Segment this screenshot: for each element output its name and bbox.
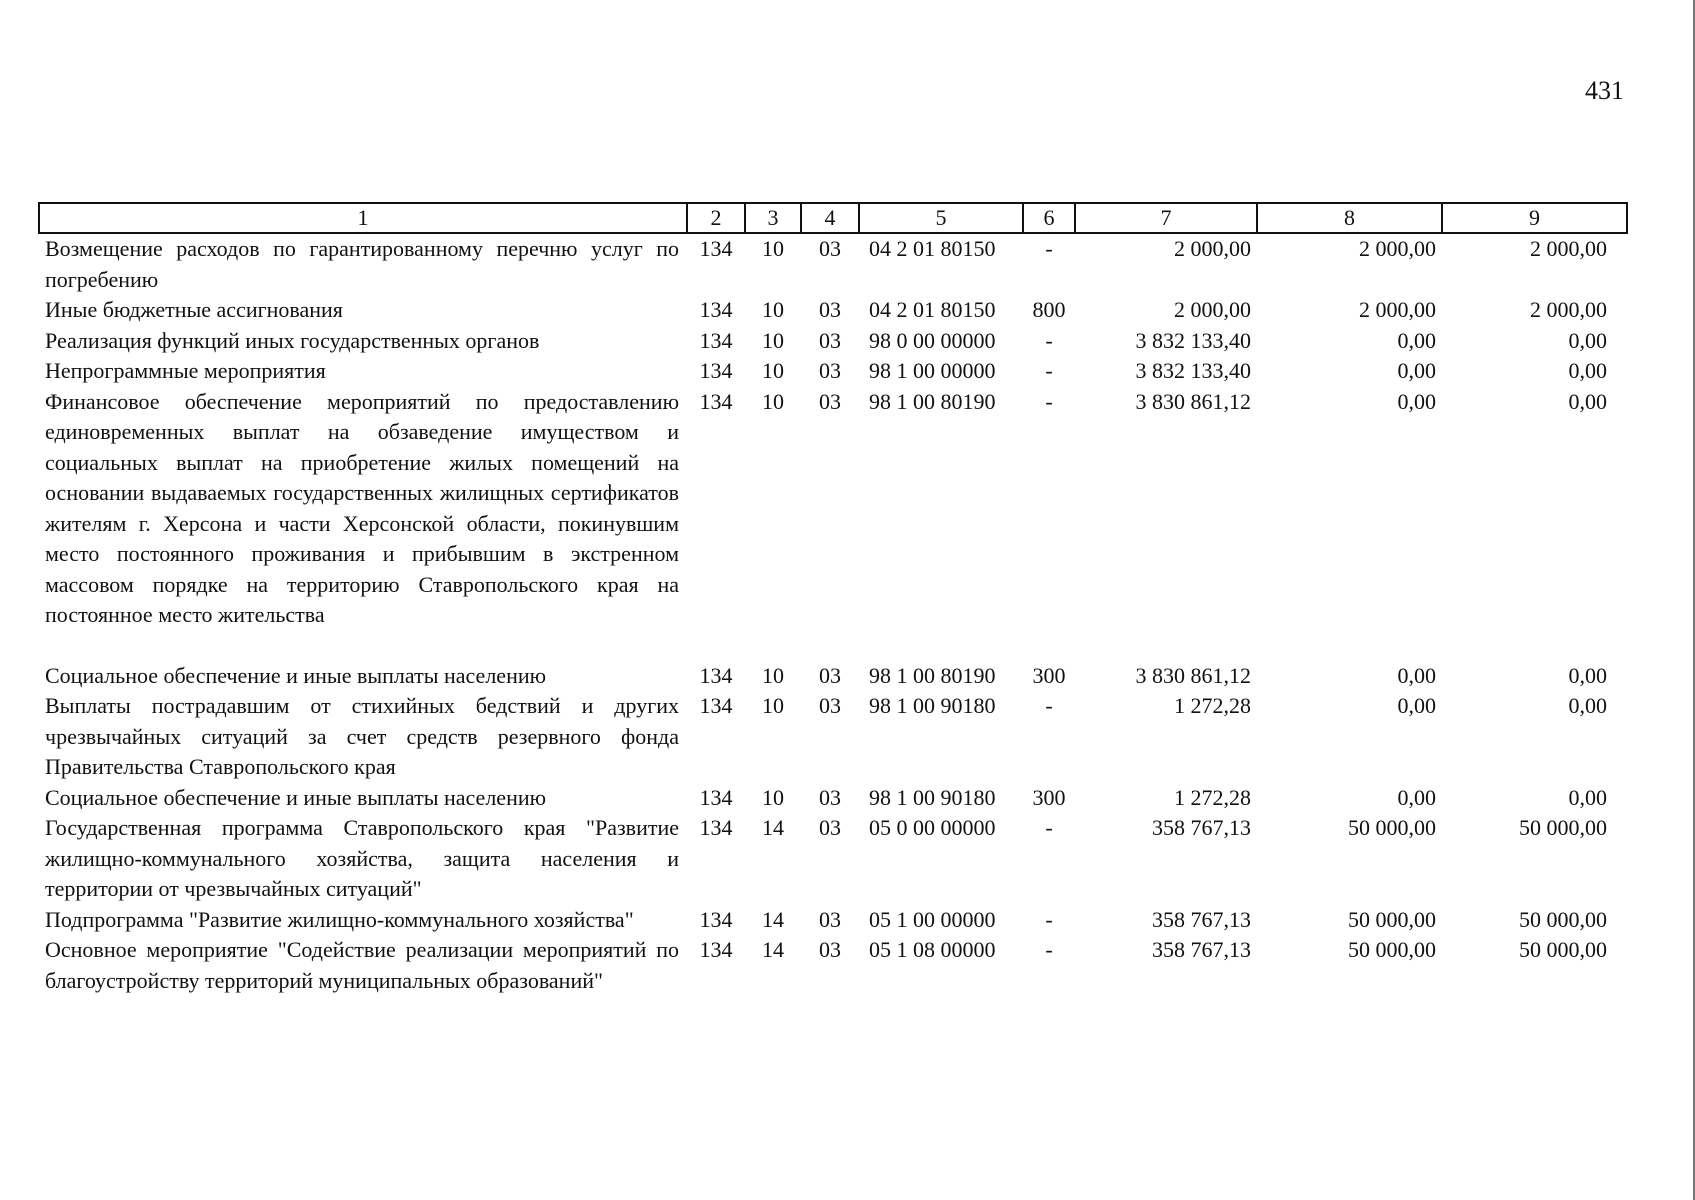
cell-subsection: 03 [819, 815, 841, 840]
cell-subsection: 03 [819, 693, 841, 718]
column-header: 6 [1023, 203, 1075, 233]
cell-expense-type: - [1045, 906, 1053, 932]
cell-expense-type: - [1045, 388, 1053, 414]
cell-section: 10 [762, 297, 784, 322]
column-header: 4 [801, 203, 859, 233]
table-row [39, 905, 1627, 936]
column-header: 9 [1442, 203, 1627, 233]
cell-amount-9: 50 000,00 [1519, 937, 1607, 962]
cell-target-code: 98 1 00 90180 [869, 693, 996, 718]
cell-admin-code: 134 [699, 297, 733, 322]
row-name: Финансовое обеспечение мероприятий по предоставлению единовременных выплат на обзаведение имуществом и социальных выплат на приобретение жилых помещений на основании выдаваемых государственных жилищных сертификатов жителям г. Херсона и части Херсонской области, покинувшим место постоянного проживания и прибывшим в экстренном массовом порядке на территорию Ставропольского края на постоянное место жительства [45, 388, 679, 627]
cell-target-code: 05 1 08 00000 [869, 937, 996, 962]
cell-amount-9: 0,00 [1568, 784, 1607, 810]
cell-amount-9: 50 000,00 [1519, 906, 1607, 932]
cell-expense-type: - [1045, 358, 1053, 383]
cell-amount-7: 2 000,00 [1174, 297, 1251, 322]
table-row [39, 783, 1627, 814]
cell-target-code: 05 0 00 00000 [869, 815, 996, 840]
cell-amount-9: 0,00 [1568, 358, 1607, 383]
cell-admin-code: 134 [699, 388, 733, 414]
cell-amount-7: 1 272,28 [1174, 784, 1251, 810]
spacer-row [39, 631, 1627, 661]
cell-amount-7: 358 767,13 [1152, 906, 1251, 932]
row-name: Подпрограмма "Развитие жилищно-коммунального хозяйства" [45, 906, 634, 932]
row-name: Непрограммные мероприятия [45, 358, 326, 383]
cell-subsection: 03 [819, 784, 841, 810]
cell-admin-code: 134 [699, 815, 733, 840]
cell-amount-8: 2 000,00 [1359, 297, 1436, 322]
cell-subsection: 03 [819, 388, 841, 414]
cell-expense-type: - [1045, 327, 1053, 353]
cell-target-code: 98 0 00 00000 [869, 327, 996, 353]
cell-amount-8: 50 000,00 [1348, 937, 1436, 962]
cell-admin-code: 134 [699, 358, 733, 383]
row-name: Основное мероприятие "Содействие реализации мероприятий по благоустройству территорий муниципальных образований" [45, 937, 679, 993]
column-header: 5 [859, 203, 1023, 233]
page-number: 431 [1585, 76, 1624, 105]
cell-amount-7: 3 832 133,40 [1135, 327, 1251, 353]
cell-subsection: 03 [819, 906, 841, 932]
row-name: Выплаты пострадавшим от стихийных бедствий и других чрезвычайных ситуаций за счет средств резервного фонда Правительства Ставропольского края [45, 693, 679, 779]
table-row [39, 661, 1627, 692]
cell-expense-type: 800 [1032, 297, 1066, 322]
spacer-cell [39, 631, 1627, 661]
cell-target-code: 98 1 00 80190 [869, 662, 996, 688]
cell-admin-code: 134 [699, 327, 733, 353]
cell-expense-type: 300 [1032, 662, 1066, 688]
column-header: 7 [1075, 203, 1257, 233]
column-header: 8 [1257, 203, 1442, 233]
cell-subsection: 03 [819, 297, 841, 322]
cell-target-code: 05 1 00 00000 [869, 906, 996, 932]
cell-target-code: 04 2 01 80150 [869, 236, 996, 261]
cell-amount-7: 1 272,28 [1174, 693, 1251, 718]
cell-amount-8: 0,00 [1397, 358, 1436, 383]
table-row [39, 233, 1627, 295]
table-row [39, 326, 1627, 357]
cell-amount-8: 0,00 [1397, 662, 1436, 688]
cell-amount-9: 50 000,00 [1519, 815, 1607, 840]
cell-section: 14 [762, 815, 784, 840]
cell-subsection: 03 [819, 358, 841, 383]
cell-expense-type: - [1045, 815, 1053, 840]
cell-amount-9: 2 000,00 [1530, 297, 1607, 322]
cell-section: 10 [762, 327, 784, 353]
cell-admin-code: 134 [699, 693, 733, 718]
cell-amount-8: 50 000,00 [1348, 906, 1436, 932]
cell-target-code: 98 1 00 80190 [869, 388, 996, 414]
cell-expense-type: - [1045, 693, 1053, 718]
table-row [39, 387, 1627, 631]
cell-admin-code: 134 [699, 784, 733, 810]
cell-amount-8: 2 000,00 [1359, 236, 1436, 261]
cell-amount-9: 0,00 [1568, 662, 1607, 688]
cell-admin-code: 134 [699, 937, 733, 962]
cell-expense-type: 300 [1032, 784, 1066, 810]
cell-section: 10 [762, 693, 784, 718]
table-header-row [39, 203, 1627, 233]
column-header: 2 [687, 203, 745, 233]
cell-admin-code: 134 [699, 662, 733, 688]
row-name: Государственная программа Ставропольского края "Развитие жилищно-коммунального хозяйства, защита населения и территории от чрезвычайных ситуаций" [45, 815, 679, 901]
cell-section: 10 [762, 784, 784, 810]
row-name: Социальное обеспечение и иные выплаты населению [45, 662, 547, 688]
table-row [39, 935, 1627, 996]
cell-section: 10 [762, 388, 784, 414]
row-name: Социальное обеспечение и иные выплаты населению [45, 784, 547, 810]
cell-expense-type: - [1045, 236, 1053, 261]
cell-section: 10 [762, 236, 784, 261]
cell-subsection: 03 [819, 236, 841, 261]
cell-amount-7: 2 000,00 [1174, 236, 1251, 261]
budget-table [38, 202, 1628, 996]
cell-amount-7: 358 767,13 [1152, 937, 1251, 962]
cell-amount-8: 0,00 [1397, 327, 1436, 353]
cell-amount-8: 50 000,00 [1348, 815, 1436, 840]
cell-amount-9: 0,00 [1568, 388, 1607, 414]
cell-amount-8: 0,00 [1397, 693, 1436, 718]
cell-amount-7: 3 830 861,12 [1135, 662, 1251, 688]
cell-section: 10 [762, 358, 784, 383]
cell-target-code: 98 1 00 90180 [869, 784, 996, 810]
cell-amount-9: 0,00 [1568, 327, 1607, 353]
cell-target-code: 98 1 00 00000 [869, 358, 996, 383]
cell-amount-7: 3 832 133,40 [1135, 358, 1251, 383]
column-header: 3 [745, 203, 801, 233]
cell-subsection: 03 [819, 662, 841, 688]
cell-subsection: 03 [819, 327, 841, 353]
cell-amount-9: 2 000,00 [1530, 236, 1607, 261]
cell-amount-8: 0,00 [1397, 784, 1436, 810]
cell-amount-8: 0,00 [1397, 388, 1436, 414]
cell-section: 14 [762, 937, 784, 962]
row-name: Иные бюджетные ассигнования [45, 297, 343, 322]
cell-subsection: 03 [819, 937, 841, 962]
row-name: Реализация функций иных государственных органов [45, 327, 540, 353]
cell-amount-7: 358 767,13 [1152, 815, 1251, 840]
cell-target-code: 04 2 01 80150 [869, 297, 996, 322]
row-name: Возмещение расходов по гарантированному перечню услуг по погребению [45, 236, 679, 292]
cell-expense-type: - [1045, 937, 1053, 962]
cell-amount-9: 0,00 [1568, 693, 1607, 718]
cell-admin-code: 134 [699, 236, 733, 261]
table-row [39, 295, 1627, 326]
table-row [39, 813, 1627, 905]
table-row [39, 691, 1627, 783]
cell-section: 14 [762, 906, 784, 932]
table-row [39, 356, 1627, 387]
cell-admin-code: 134 [699, 906, 733, 932]
column-header: 1 [39, 203, 687, 233]
cell-amount-7: 3 830 861,12 [1135, 388, 1251, 414]
cell-section: 10 [762, 662, 784, 688]
